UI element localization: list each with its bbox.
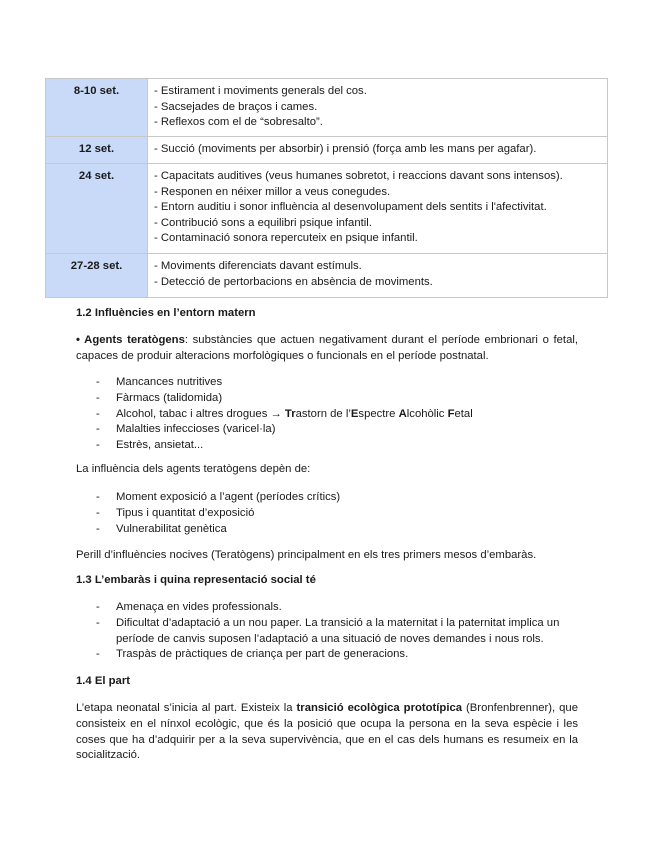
item-text: Fàrmacs (talidomida) — [116, 391, 223, 404]
table-row — [46, 79, 608, 137]
list-item — [76, 422, 578, 438]
item: - Reflexos com el de “sobresalto”. — [154, 116, 323, 129]
item: - Moviments diferenciats davant estímuls. — [154, 260, 362, 272]
item-text: Moment exposició a l’agent (períodes crítics) — [116, 491, 341, 503]
item: - Contribució sons a equilibri psique infantil. — [154, 216, 372, 229]
description-cell — [148, 79, 608, 137]
key-term: transició ecològica prototípica — [296, 702, 463, 714]
list-item — [76, 490, 578, 506]
social-representation-list — [76, 600, 578, 663]
description-cell — [148, 137, 608, 164]
description-cell — [148, 164, 608, 254]
description-cell — [148, 254, 608, 298]
item-text: Dificultat d’adaptació a un nou paper. La transició a la maternitat i la paternitat implica un període de canvis suposen l’adaptació a una situació de noves demandes i nous rols. — [116, 616, 560, 645]
list-item — [76, 647, 578, 663]
item: - Entorn auditiu i sonor influència al desenvolupament dels sentits i l'afectivitat. — [154, 201, 547, 214]
item: - Detecció de pertorbacions en absència de moviments. — [154, 275, 433, 288]
item: - Contaminació sonora repercuteix en psique infantil. — [154, 232, 418, 245]
item: - Responen en néixer millor a veus conegudes. — [154, 185, 391, 198]
dash: - — [96, 376, 100, 388]
item-text: Traspàs de pràctiques de criança per part de generacions. — [116, 648, 409, 661]
list-item — [76, 407, 578, 423]
week-cell: 8-10 set. — [46, 79, 148, 137]
prenatal-development-table — [45, 78, 608, 298]
dash: - — [96, 423, 100, 436]
list-item — [76, 506, 578, 522]
list-item — [76, 616, 578, 648]
danger-paragraph: Perill d’influències nocives (Teratògens) principalment en els tres primers mesos d’embaràs. — [76, 549, 537, 561]
dash: - — [96, 439, 100, 452]
item: - Sacsejades de braços i cames. — [154, 100, 318, 113]
item-text: Malalties infeccioses (varicel·la) — [116, 423, 276, 436]
section-heading-1-3: 1.3 L’embaràs i quina representació social té — [76, 574, 316, 586]
item: - Capacitats auditives (veus humanes sobretot, i reaccions davant sons intensos). — [154, 170, 563, 182]
item-text: Estrès, ansietat... — [116, 439, 204, 452]
agents-paragraph — [76, 333, 578, 365]
dash: - — [96, 648, 100, 661]
dash: - — [96, 601, 100, 613]
dash: - — [96, 506, 100, 519]
teratogens-list — [76, 375, 578, 454]
table-row — [46, 164, 608, 254]
agents-term: • Agents teratògens — [76, 334, 185, 346]
list-item — [76, 522, 578, 538]
dash: - — [96, 491, 100, 503]
item-text: Tipus i quantitat d’exposició — [116, 506, 255, 519]
table-row — [46, 254, 608, 298]
table-row — [46, 137, 608, 164]
week-cell: 27-28 set. — [46, 254, 148, 298]
dash: - — [96, 407, 100, 420]
item-text: Vulnerabilitat genètica — [116, 522, 227, 535]
item: - Succió (moviments per absorbir) i prensió (força amb les mans per agafar). — [154, 143, 537, 155]
item-text: Mancances nutritives — [116, 376, 223, 388]
dependency-list — [76, 490, 578, 537]
list-item — [76, 375, 578, 391]
list-item — [76, 438, 578, 454]
dash: - — [96, 391, 100, 404]
item-text: Amenaça en vides professionals. — [116, 601, 282, 613]
birth-paragraph: L’etapa neonatal s’inicia al part. Existeix la transició ecològica prototípica (Bronfenbrenner), que consisteix en el nínxol ecològic, que és la posició que ocupa la persona en la seva espècie i les coses que ha d’adquirir per a la seva supervivència, que en el cas dels humans es resumeix en la socialització. — [76, 702, 578, 762]
list-item — [76, 600, 578, 616]
item: - Estirament i moviments generals del cos. — [154, 85, 367, 97]
week-cell: 24 set. — [46, 164, 148, 254]
item-text: Alcohol, tabac i altres drogues → Trastorn de l’Espectre Alcohòlic Fetal — [116, 407, 473, 420]
week-cell: 12 set. — [46, 137, 148, 164]
agents-definition: : substàncies que actuen negativament durant el període embrionari o fetal, capaces de produir alteracions morfològiques o funcionals en el període postnatal. — [76, 334, 578, 362]
dependency-paragraph: La influència dels agents teratògens depèn de: — [76, 463, 311, 475]
dash: - — [96, 522, 100, 535]
section-heading-1-2: 1.2 Influències en l’entorn matern — [76, 307, 256, 319]
list-item — [76, 391, 578, 407]
dash: - — [96, 616, 100, 629]
section-heading-1-4: 1.4 El part — [76, 675, 130, 687]
